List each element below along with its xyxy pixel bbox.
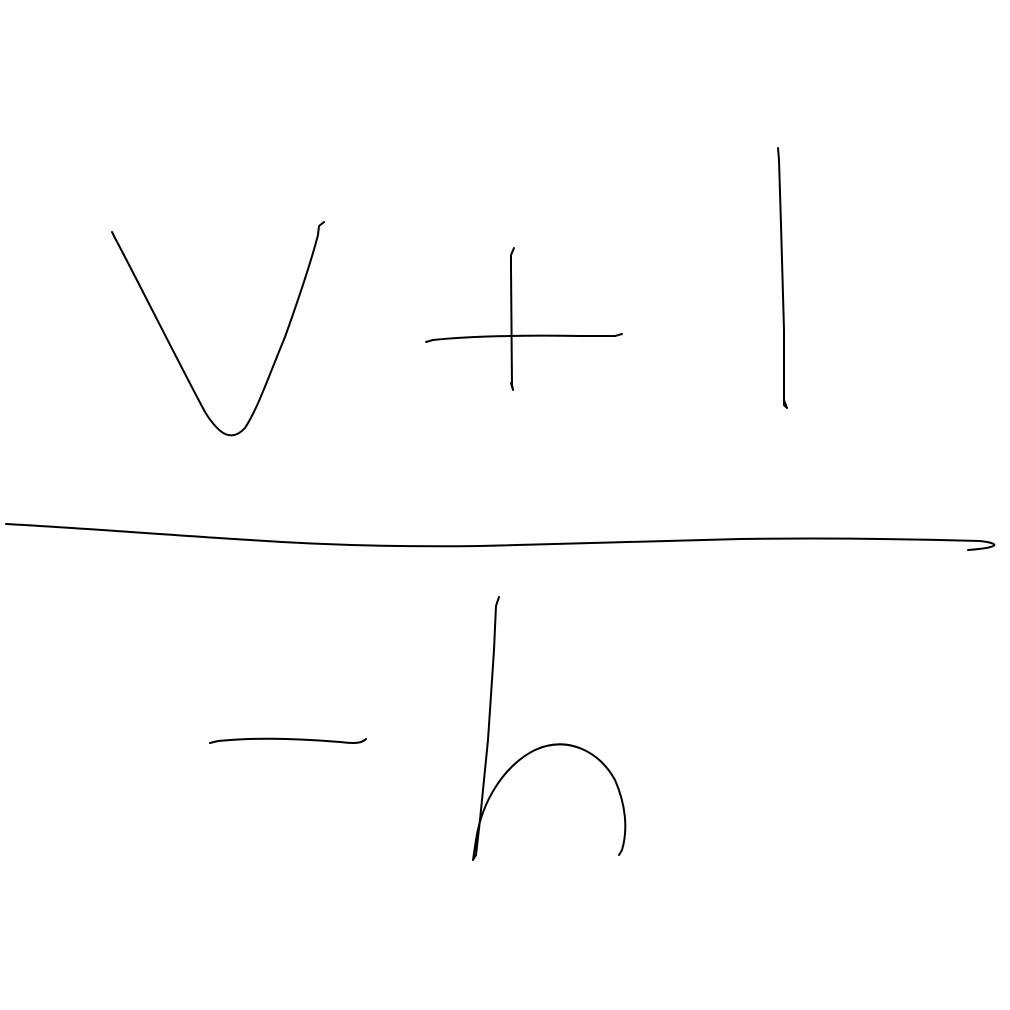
glyph-minus-stroke [210,739,366,743]
denominator [210,597,625,860]
glyph-plus-horizontal-stroke [426,334,622,342]
glyph-plus-vertical-stroke [511,248,514,390]
glyph-h-stem-stroke [473,597,499,860]
glyph-v-stroke [112,222,324,435]
fraction-bar [6,524,994,550]
numerator [112,148,787,435]
glyph-h-arch-stroke [476,744,625,855]
glyph-one-stroke [778,148,787,408]
